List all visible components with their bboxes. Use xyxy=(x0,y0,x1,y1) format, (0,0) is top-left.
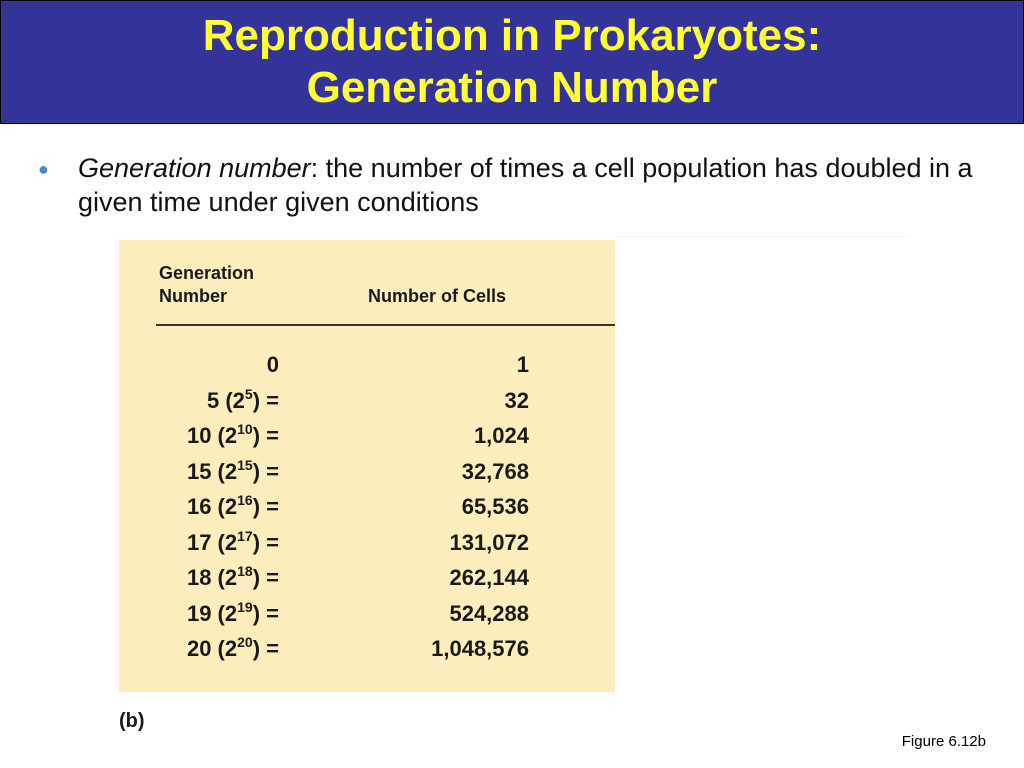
generation-cell xyxy=(187,423,279,449)
generation-cell xyxy=(187,494,279,520)
generation-cell xyxy=(206,385,279,414)
cells-cell: 65,536 xyxy=(461,494,529,519)
generation-value: 17 (2 xyxy=(186,529,238,555)
figure-reference: Figure 6.12b xyxy=(901,733,986,750)
bullet-definition: : the number of times a cell population has doubled in a given time under given conditions xyxy=(78,153,973,217)
cells-cell: 1,024 xyxy=(473,423,529,448)
figure-edge-line xyxy=(615,236,910,237)
title-line-2: Generation Number xyxy=(306,63,718,112)
generation-suffix: ) = xyxy=(252,387,279,413)
generation-cell xyxy=(267,352,279,378)
exponent: 18 xyxy=(237,563,253,579)
generation-cell xyxy=(187,565,279,591)
generation-suffix: ) = xyxy=(252,458,279,484)
cells-cell: 131,072 xyxy=(449,529,529,555)
title-bar xyxy=(0,0,1024,124)
generation-value: 18 (2 xyxy=(186,565,238,590)
generation-cell xyxy=(186,456,279,485)
generation-value: 10 (2 xyxy=(186,423,238,448)
header-generation-number xyxy=(159,262,319,308)
header-divider xyxy=(156,324,615,326)
generation-value: 20 (2 xyxy=(186,636,238,661)
table-row xyxy=(119,636,615,672)
title-line-1: Reproduction in Prokaryotes: xyxy=(202,11,822,60)
table-row xyxy=(119,423,615,459)
bullet-text xyxy=(78,151,998,219)
table-row xyxy=(119,527,615,566)
generation-suffix: ) = xyxy=(252,423,279,448)
generation-cell xyxy=(186,598,279,627)
header-number-of-cells: Number of Cells xyxy=(368,286,507,306)
table-row xyxy=(119,352,615,388)
generation-suffix: ) = xyxy=(252,600,279,626)
generation-value: 5 (2 xyxy=(206,387,245,413)
exponent: 20 xyxy=(237,634,253,650)
header-generation-line-1: Generation xyxy=(159,263,255,283)
generation-cell xyxy=(186,527,279,556)
table-row xyxy=(119,565,615,601)
cells-cell: 524,288 xyxy=(449,600,529,626)
table-row xyxy=(119,494,615,530)
figure-panel xyxy=(119,240,615,692)
exponent: 5 xyxy=(244,385,253,402)
generation-suffix: ) = xyxy=(252,529,279,555)
generation-suffix: ) = xyxy=(252,565,279,590)
exponent: 17 xyxy=(237,527,253,544)
exponent: 10 xyxy=(237,421,253,437)
panel-label: (b) xyxy=(119,710,145,732)
header-generation-line-2: Number xyxy=(159,286,228,306)
exponent: 16 xyxy=(237,492,253,508)
generation-value: 0 xyxy=(266,352,279,377)
exponent: 15 xyxy=(237,456,253,473)
generation-value: 15 (2 xyxy=(186,458,238,484)
table-row xyxy=(119,456,615,495)
generation-suffix: ) = xyxy=(252,494,279,519)
table-row xyxy=(119,598,615,637)
generation-suffix: ) = xyxy=(252,636,279,661)
cells-cell: 32 xyxy=(504,387,529,413)
bullet-dot-icon: ● xyxy=(38,159,49,179)
table-body xyxy=(119,352,615,672)
exponent: 19 xyxy=(237,598,253,615)
bullet-item xyxy=(38,151,998,219)
table-row xyxy=(119,385,615,424)
generation-value: 16 (2 xyxy=(186,494,238,519)
slide-title xyxy=(203,10,822,114)
cells-cell: 1,048,576 xyxy=(431,636,529,661)
cells-cell: 32,768 xyxy=(461,458,529,484)
bullet-term: Generation number xyxy=(78,153,311,183)
generation-value: 19 (2 xyxy=(186,600,238,626)
generation-cell xyxy=(187,636,279,662)
cells-cell: 1 xyxy=(516,352,529,377)
cells-cell: 262,144 xyxy=(449,565,529,590)
